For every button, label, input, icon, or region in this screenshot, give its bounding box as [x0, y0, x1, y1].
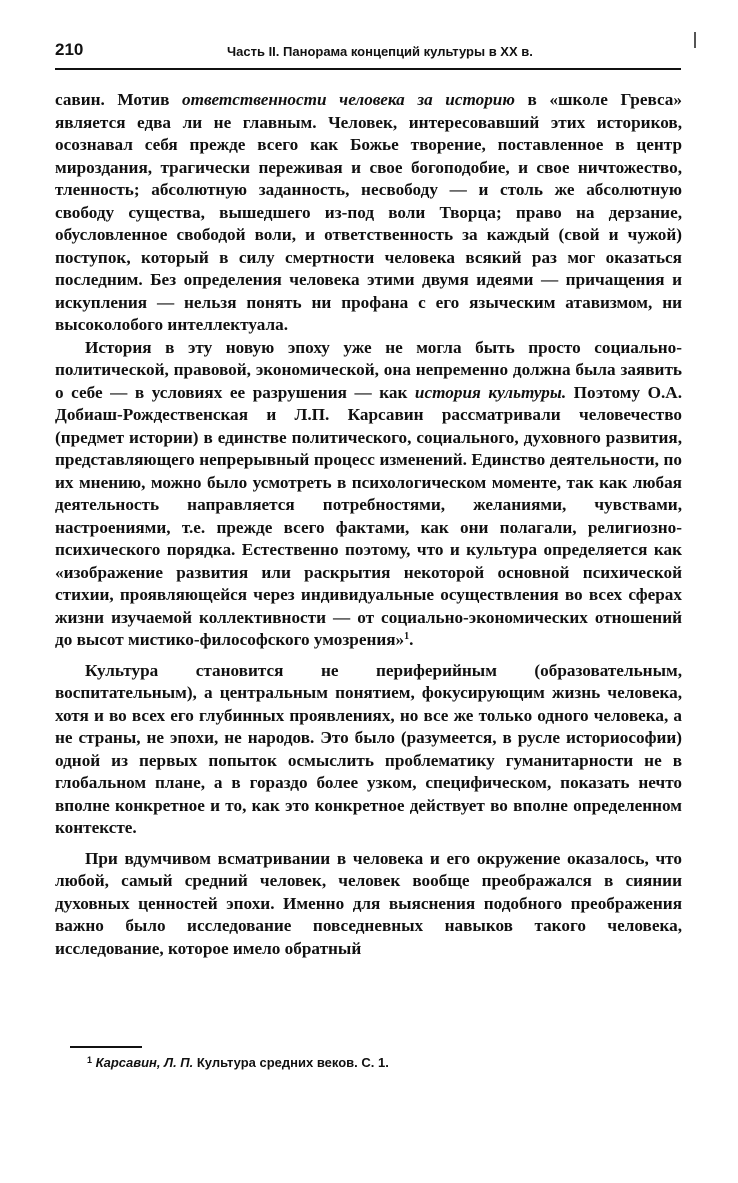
footnote — [87, 1055, 389, 1070]
paragraph-1-rest: в «школе Гревса» является едва ли не главным. Человек, интересовавший этих историков, осознавал себя прежде всего как Божье творение, поставленное в центр мироздания, трагически переживая и свое богоподобие, и свое ничтожество, тленность; абсолютную заданность, несвободу — и столь же абсолютную свободу существа, вышедшего из-под воли Творца; право на дерзание, обусловленное свободой воли, и ответственность за каждый (свой и чужой) поступок, который в силу смертности человека всякий раз мог оказаться последним. Без определения человека этими двумя идеями — причащения и искупления — нельзя понять ни профана с его языческим атавизмом, ни высоколобого интеллектуала. — [55, 90, 682, 334]
footnote-author: Карсавин, Л. П. — [95, 1055, 194, 1070]
paragraph-2-end: . — [409, 630, 414, 649]
paragraph-2 — [55, 337, 682, 652]
running-title: Часть II. Панорама концепций культуры в XX в. — [227, 44, 533, 59]
scan-edge-mark — [694, 32, 696, 48]
footnote-text: Культура средних веков. С. 1. — [193, 1055, 389, 1070]
footnote-divider — [70, 1046, 142, 1048]
page-header — [55, 38, 681, 70]
paragraph-3: Культура становится не периферийным (образовательным, воспитательным), а центральным понятием, фокусирующим жизнь человека, хотя и во всех его глубинных проявлениях, но все же только одного человека, а не страны, не эпохи, не народов. Это было (разумеется, в русле историософии) одной из первых попыток осмыслить проблематику гуманитарности не в глобальном плане, а в гораздо более узком, специфическом, показать нечто вполне конкретное и то, как это конкретное действует во вполне определенном контексте. — [55, 660, 682, 837]
paragraph-1-start: савин. Мотив — [55, 90, 183, 109]
page-number: 210 — [55, 40, 84, 59]
paragraph-1 — [55, 89, 682, 337]
paragraph-1-emphasis: ответственности человека за историю — [182, 90, 515, 109]
paragraph-4: При вдумчивом всматривании в человека и его окружение оказалось, что любой, самый средний человек, человек вообще преображался в сиянии духовных ценностей эпохи. Именно для выяснения подобного преображения важно было исследование повседневных навыков такого человека, исследование, которое имело обратный — [55, 848, 682, 958]
body-text — [55, 89, 682, 960]
footnote-marker: 1 — [87, 1055, 93, 1065]
paragraph-2-rest: Поэтому О.А. Добиаш-Рождественская и Л.П. Карсавин рассматривали человечество (предмет истории) в единстве политического, социального, духовного развития, представляющего непрерывный процесс изменений. Единство деятельности, по их мнению, можно было усмотреть в психологическом моменте, так как любая деятельность направляется потребностями, желаниями, чувствами, настроениями, т.е. прежде всего фактами, как они полагали, религиозно-психического порядка. Естественно поэтому, что и культура определяется как «изображение развития или раскрытия некоторой основной психической стихии, проявляющейся через индивидуальные осуществления во всех сферах жизни изучаемой коллективности — от социально-экономических отношений до высот мистико-философского умозрения» — [55, 382, 682, 649]
footnote-reference[interactable]: 1 — [404, 631, 410, 642]
paragraph-2-start: История в эту новую эпоху уже не могла быть просто социально-политической, правовой, экономической, она непременно должна была заявить о себе — в условиях ее разрушения — как — [55, 337, 682, 402]
paragraph-2-emphasis: история культуры. — [414, 382, 567, 402]
